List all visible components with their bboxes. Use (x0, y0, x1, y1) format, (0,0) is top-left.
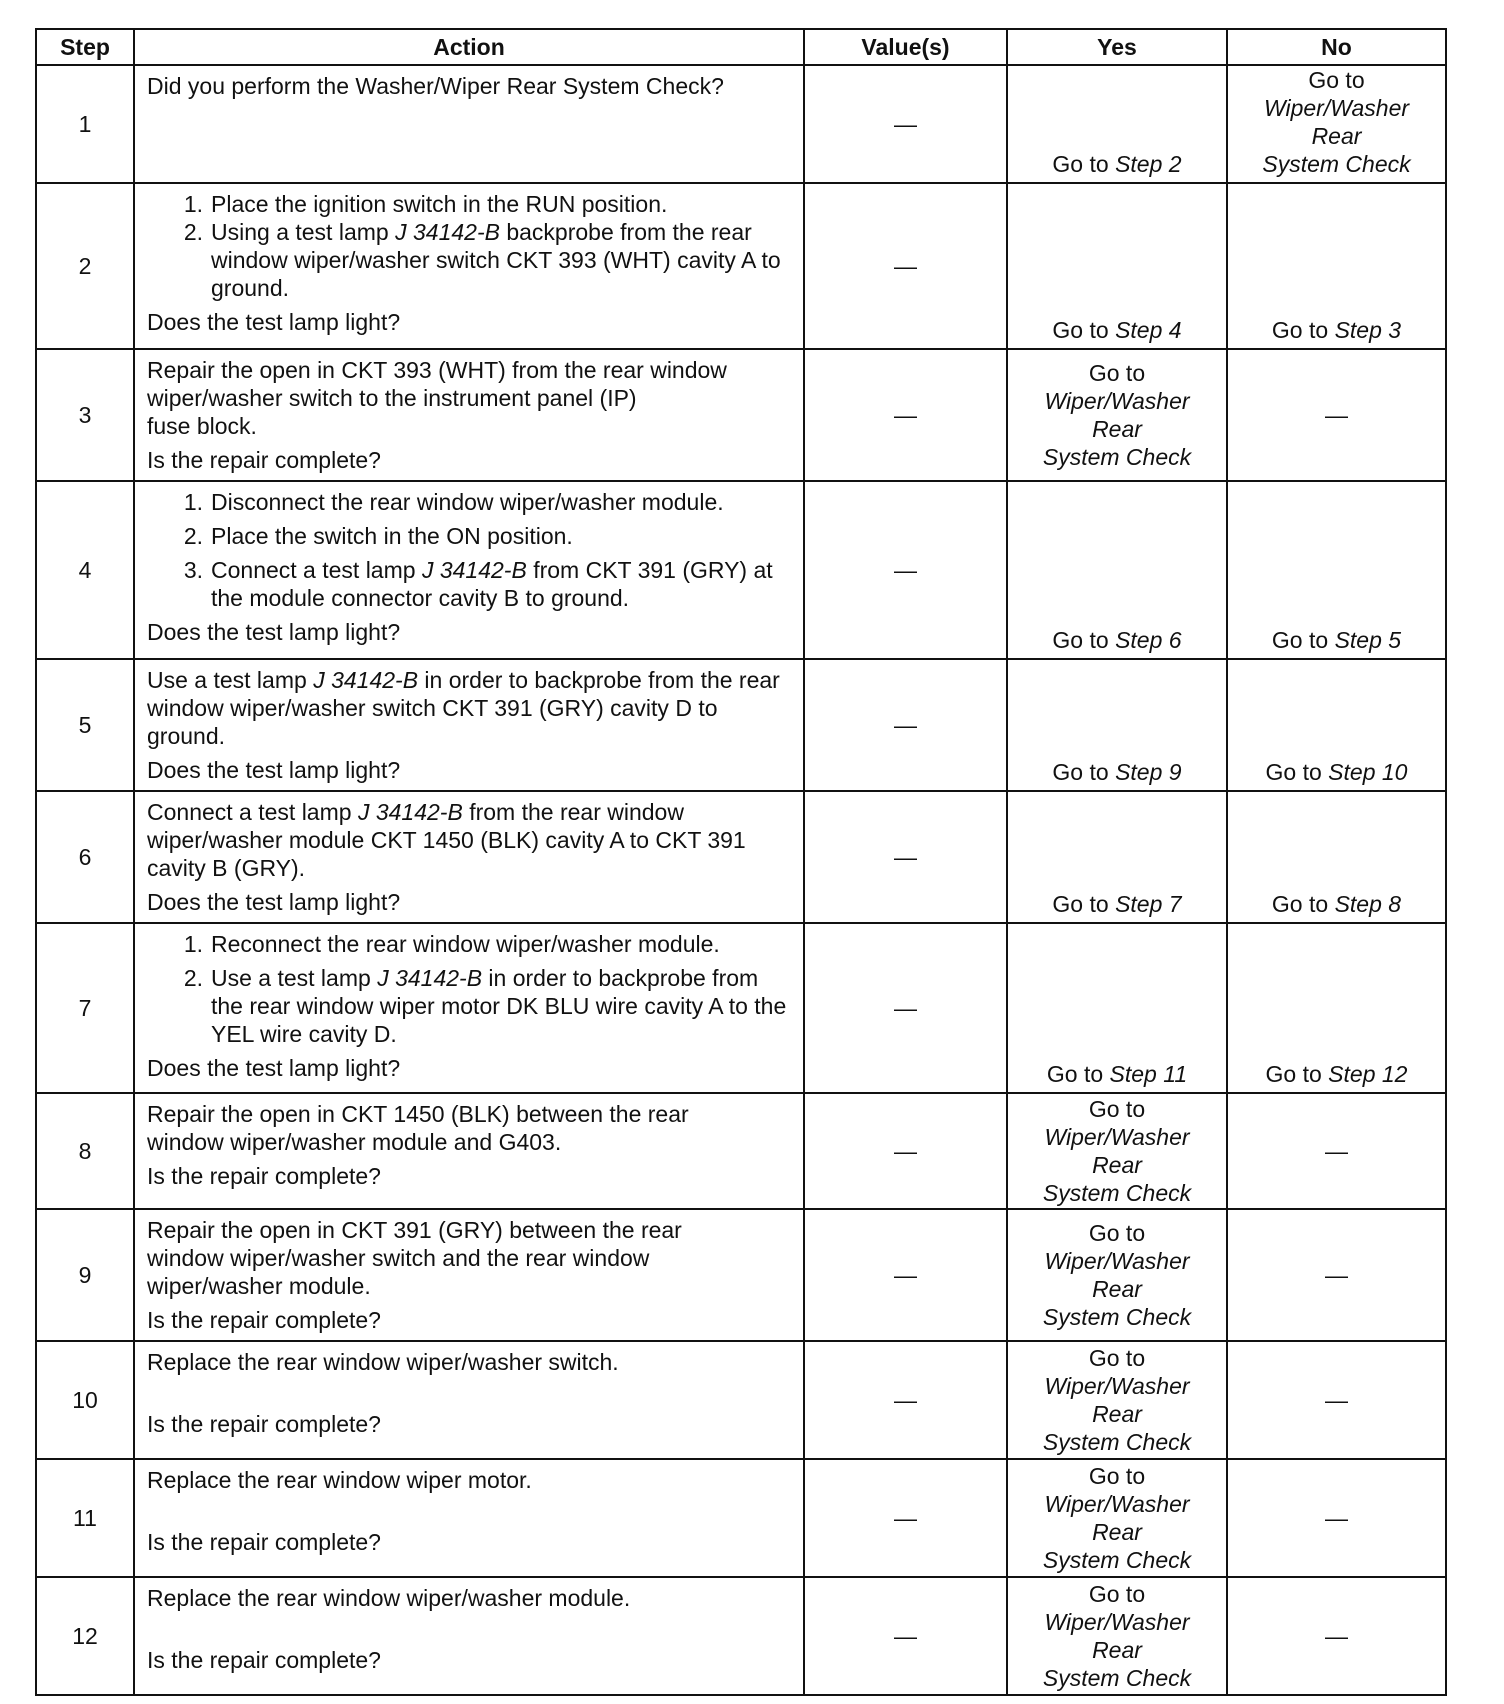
substep-text (211, 964, 793, 1048)
value-cell: — (804, 1341, 1007, 1459)
action-text-post: in order to backprobe from the rear window wiper/washer switch CKT 391 (GRY) cavity D to ground. (147, 667, 780, 749)
substep-text-post: from CKT 391 (GRY) at the module connector cavity B to ground. (211, 557, 773, 611)
no-step-link[interactable]: Step 3 (1334, 317, 1402, 343)
action-cell (134, 791, 804, 923)
yes-cell (1007, 1209, 1227, 1341)
action-text: Replace the rear window wiper/washer switch. (147, 1349, 619, 1375)
value-cell: — (804, 1209, 1007, 1341)
yes-cell (1007, 1459, 1227, 1577)
yes-line: Go to (1088, 1581, 1146, 1607)
header-step: Step (36, 29, 134, 65)
yes-link[interactable]: Wiper/Washer (1044, 1373, 1190, 1399)
action-cell (134, 65, 804, 183)
action-cell (134, 183, 804, 349)
no-step-link[interactable]: Step 12 (1328, 1061, 1408, 1087)
yes-prefix: Go to (1052, 317, 1109, 343)
table-row (36, 659, 1446, 791)
action-question: Does the test lamp light? (147, 889, 401, 915)
step-number: 12 (36, 1577, 134, 1695)
substep-text: Place the switch in the ON position. (211, 523, 573, 549)
table-row (36, 1577, 1446, 1695)
table-row (36, 183, 1446, 349)
no-link[interactable]: Wiper/Washer (1263, 95, 1410, 121)
substep (147, 218, 793, 302)
yes-cell (1007, 349, 1227, 481)
no-cell (1227, 183, 1446, 349)
step-number: 8 (36, 1093, 134, 1209)
step-number: 9 (36, 1209, 134, 1341)
value-cell: — (804, 65, 1007, 183)
action-cell (134, 1577, 804, 1695)
yes-line: Go to (1088, 1463, 1146, 1489)
substep-number: 2. (183, 523, 203, 549)
action-text: wiper/washer switch to the instrument panel (IP) (147, 385, 637, 411)
yes-link[interactable]: System Check (1042, 444, 1192, 470)
yes-link[interactable]: Wiper/Washer (1044, 388, 1190, 414)
no-prefix: Go to (1271, 317, 1329, 343)
action-cell (134, 1341, 804, 1459)
yes-cell (1007, 65, 1227, 183)
action-text: Replace the rear window wiper/washer module. (147, 1585, 631, 1611)
value-cell: — (804, 791, 1007, 923)
no-step-link[interactable]: Step 8 (1334, 891, 1402, 917)
substep (147, 190, 793, 218)
substep-text (211, 218, 793, 302)
action-cell (134, 1459, 804, 1577)
step-number: 11 (36, 1459, 134, 1577)
action-question: Does the test lamp light? (147, 619, 401, 645)
value-cell: — (804, 349, 1007, 481)
yes-cell (1007, 183, 1227, 349)
yes-cell (1007, 791, 1227, 923)
substep (147, 964, 793, 1048)
substep-number: 2. (183, 965, 203, 991)
yes-cell (1007, 1093, 1227, 1209)
value-cell: — (804, 1459, 1007, 1577)
yes-link[interactable]: Rear (1092, 416, 1142, 442)
substep-number: 2. (183, 219, 203, 245)
no-prefix: Go to (1271, 627, 1329, 653)
no-link[interactable]: System Check (1262, 151, 1411, 177)
yes-link[interactable]: Rear (1092, 1152, 1142, 1178)
value-cell: — (804, 923, 1007, 1093)
substep (147, 522, 793, 550)
substep-text-pre: Connect a test lamp (211, 557, 422, 583)
value-cell: — (804, 1093, 1007, 1209)
substep-text-post: backprobe from the rear window wiper/washer switch CKT 393 (WHT) cavity A to ground. (211, 219, 781, 301)
yes-link[interactable]: System Check (1042, 1665, 1192, 1691)
action-text: fuse block. (147, 413, 257, 439)
action-cell (134, 349, 804, 481)
table-row (36, 481, 1446, 659)
header-row (36, 29, 1446, 65)
yes-link[interactable]: Wiper/Washer (1044, 1124, 1190, 1150)
yes-line: Go to (1088, 360, 1146, 386)
yes-line: Go to (1088, 1096, 1146, 1122)
yes-link[interactable]: Rear (1092, 1401, 1142, 1427)
table-row (36, 349, 1446, 481)
no-prefix: Go to (1265, 759, 1322, 785)
step-number: 3 (36, 349, 134, 481)
tool-number: J 34142-B (421, 557, 527, 583)
table-row (36, 1093, 1446, 1209)
value-cell: — (804, 659, 1007, 791)
header-no: No (1227, 29, 1446, 65)
action-question: Is the repair complete? (147, 1647, 381, 1673)
no-cell (1227, 65, 1446, 183)
table-row (36, 791, 1446, 923)
no-cell: — (1227, 349, 1446, 481)
yes-prefix: Go to (1052, 627, 1109, 653)
no-cell: — (1227, 1577, 1446, 1695)
no-prefix: Go to (1265, 1061, 1322, 1087)
action-question: Does the test lamp light? (147, 309, 401, 335)
action-cell (134, 1093, 804, 1209)
action-text-post: from the rear window wiper/washer module CKT 1450 (BLK) cavity A to CKT 391 cavity B (GRY). (147, 799, 746, 881)
diagnostic-table (35, 28, 1447, 1696)
tool-number: J 34142-B (377, 965, 483, 991)
value-cell: — (804, 183, 1007, 349)
yes-link[interactable]: System Check (1042, 1429, 1192, 1455)
substep-number: 1. (183, 191, 203, 217)
action-question: Is the repair complete? (147, 1163, 381, 1189)
action-text: window wiper/washer module and G403. (147, 1129, 562, 1155)
table-row (36, 65, 1446, 183)
no-cell (1227, 923, 1446, 1093)
yes-cell (1007, 1577, 1227, 1695)
no-cell: — (1227, 1341, 1446, 1459)
yes-line: Go to (1088, 1345, 1146, 1371)
yes-link[interactable]: Wiper/Washer (1044, 1248, 1190, 1274)
action-cell (134, 659, 804, 791)
yes-cell (1007, 1341, 1227, 1459)
substep (147, 930, 793, 958)
substep-list (147, 930, 793, 1048)
yes-prefix: Go to (1052, 759, 1109, 785)
yes-cell (1007, 659, 1227, 791)
action-question: Is the repair complete? (147, 447, 381, 473)
yes-prefix: Go to (1052, 891, 1109, 917)
yes-step-link[interactable]: Step 6 (1115, 627, 1182, 653)
yes-link[interactable]: Rear (1092, 1519, 1142, 1545)
yes-step-link[interactable]: Step 11 (1109, 1061, 1188, 1087)
action-cell (134, 923, 804, 1093)
yes-cell (1007, 923, 1227, 1093)
action-question: Is the repair complete? (147, 1307, 381, 1333)
substep-text: Place the ignition switch in the RUN position. (211, 191, 668, 217)
action-question: Is the repair complete? (147, 1411, 381, 1437)
step-number: 5 (36, 659, 134, 791)
no-cell (1227, 481, 1446, 659)
step-number: 10 (36, 1341, 134, 1459)
step-number: 7 (36, 923, 134, 1093)
substep-text: Reconnect the rear window wiper/washer module. (211, 931, 720, 957)
action-text: wiper/washer module. (147, 1273, 371, 1299)
step-number: 4 (36, 481, 134, 659)
action-text: window wiper/washer switch and the rear window (147, 1245, 650, 1271)
yes-step-link[interactable]: Step 2 (1115, 151, 1182, 177)
header-action: Action (134, 29, 804, 65)
tool-number: J 34142-B (313, 667, 419, 693)
header-values: Value(s) (804, 29, 1007, 65)
action-text: Repair the open in CKT 391 (GRY) between the rear (147, 1217, 682, 1243)
yes-prefix: Go to (1046, 1061, 1104, 1087)
yes-link[interactable]: Wiper/Washer (1044, 1609, 1190, 1635)
step-number: 6 (36, 791, 134, 923)
no-cell: — (1227, 1093, 1446, 1209)
substep-number: 1. (183, 489, 203, 515)
table-row (36, 1209, 1446, 1341)
action-text: Did you perform the Washer/Wiper Rear System Check? (147, 73, 724, 99)
step-number: 2 (36, 183, 134, 349)
yes-link[interactable]: System Check (1042, 1304, 1192, 1330)
action-question: Does the test lamp light? (147, 757, 401, 783)
action-text-pre: Use a test lamp (147, 667, 314, 693)
table-row (36, 923, 1446, 1093)
substep-number: 1. (183, 931, 203, 957)
substep-text (211, 556, 793, 612)
yes-link[interactable]: Rear (1092, 1637, 1142, 1663)
substep-text-pre: Use a test lamp (211, 965, 378, 991)
action-question: Is the repair complete? (147, 1529, 381, 1555)
action-text: Repair the open in CKT 393 (WHT) from the rear window (147, 357, 727, 383)
yes-step-link[interactable]: Step 7 (1115, 891, 1182, 917)
yes-prefix: Go to (1052, 151, 1109, 177)
no-line: Go to (1308, 67, 1365, 93)
value-cell: — (804, 1577, 1007, 1695)
yes-cell (1007, 481, 1227, 659)
yes-step-link[interactable]: Step 9 (1115, 759, 1182, 785)
no-step-link[interactable]: Step 10 (1328, 759, 1408, 785)
header-yes: Yes (1007, 29, 1227, 65)
substep-text-pre: Using a test lamp (211, 219, 396, 245)
no-step-link[interactable]: Step 5 (1334, 627, 1402, 653)
action-text-pre: Connect a test lamp (147, 799, 358, 825)
no-cell (1227, 659, 1446, 791)
yes-step-link[interactable]: Step 4 (1115, 317, 1182, 343)
tool-number: J 34142-B (357, 799, 463, 825)
no-prefix: Go to (1271, 891, 1329, 917)
no-cell: — (1227, 1459, 1446, 1577)
table-row (36, 1341, 1446, 1459)
action-question: Does the test lamp light? (147, 1055, 401, 1081)
substep-list (147, 190, 793, 302)
table-row (36, 1459, 1446, 1577)
no-link[interactable]: Rear (1311, 123, 1362, 149)
substep (147, 488, 793, 516)
substep-number: 3. (183, 557, 203, 583)
action-text (147, 666, 793, 750)
yes-link[interactable]: System Check (1042, 1547, 1192, 1573)
yes-link[interactable]: Wiper/Washer (1044, 1491, 1190, 1517)
action-cell (134, 481, 804, 659)
yes-link[interactable]: System Check (1042, 1180, 1192, 1206)
action-text: Replace the rear window wiper motor. (147, 1467, 532, 1493)
substep-text: Disconnect the rear window wiper/washer module. (211, 489, 724, 515)
yes-link[interactable]: Rear (1092, 1276, 1142, 1302)
step-number: 1 (36, 65, 134, 183)
no-cell (1227, 791, 1446, 923)
substep-list (147, 488, 793, 612)
action-text: Repair the open in CKT 1450 (BLK) between the rear (147, 1101, 689, 1127)
no-cell: — (1227, 1209, 1446, 1341)
tool-number: J 34142-B (395, 219, 500, 245)
value-cell: — (804, 481, 1007, 659)
substep (147, 556, 793, 612)
action-cell (134, 1209, 804, 1341)
yes-line: Go to (1088, 1220, 1146, 1246)
action-text (147, 798, 793, 882)
substep-text-post: in order to backprobe from the rear window wiper motor DK BLU wire cavity A to the YEL wire cavity D. (211, 965, 787, 1047)
